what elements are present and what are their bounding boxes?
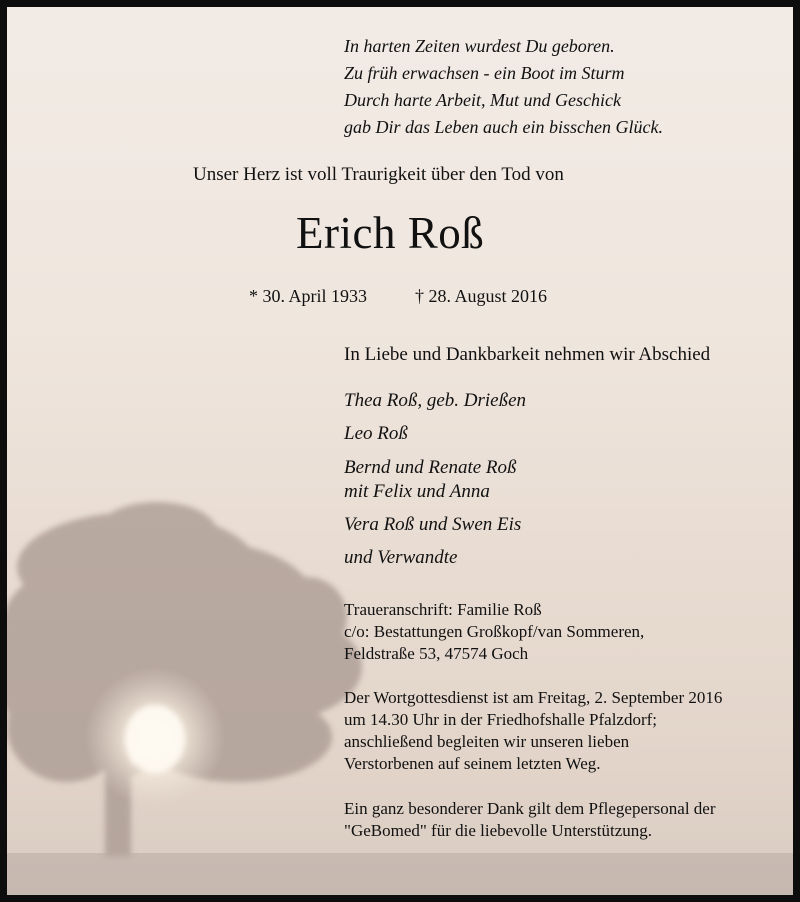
intro-text: Unser Herz ist voll Traurigkeit über den Tod von — [193, 164, 564, 185]
family-member: Leo Roß — [344, 423, 408, 444]
address-line: Feldstraße 53, 47574 Goch — [344, 644, 529, 663]
mourning-address — [344, 599, 644, 665]
ground — [7, 853, 793, 895]
service-line: anschließend begleiten wir unseren lieben — [344, 732, 630, 751]
poem-line: Durch harte Arbeit, Mut und Geschick — [344, 90, 621, 110]
poem-line: gab Dir das Leben auch ein bisschen Glück. — [344, 117, 663, 137]
poem-line: In harten Zeiten wurdest Du geboren. — [344, 36, 615, 56]
poem-line: Zu früh erwachsen - ein Boot im Sturm — [344, 63, 625, 83]
deceased-name: Erich Roß — [296, 208, 485, 258]
service-info — [344, 687, 722, 775]
address-line: c/o: Bestattungen Großkopf/van Sommeren, — [344, 622, 645, 641]
address-line: Traueranschrift: Familie Roß — [344, 600, 542, 619]
family-member: Vera Roß und Swen Eis — [344, 514, 522, 535]
farewell-text: In Liebe und Dankbarkeit nehmen wir Abschied — [344, 344, 711, 365]
service-line: Der Wortgottesdienst ist am Freitag, 2. September 2016 — [344, 688, 723, 707]
thanks-line: Ein ganz besonderer Dank gilt dem Pflegepersonal der — [344, 799, 716, 818]
family-member: und Verwandte — [344, 547, 458, 568]
family-member: mit Felix und Anna — [344, 481, 490, 502]
birth-date: * 30. April 1933 — [249, 286, 368, 306]
poem — [344, 33, 663, 141]
service-line: Verstorbenen auf seinem letzten Weg. — [344, 754, 601, 773]
family-member: Thea Roß, geb. Drießen — [344, 390, 527, 411]
service-line: um 14.30 Uhr in der Friedhofshalle Pfalzdorf; — [344, 710, 658, 729]
death-date: † 28. August 2016 — [415, 286, 548, 306]
thanks-note — [344, 798, 716, 842]
family-member: Bernd und Renate Roß — [344, 457, 517, 478]
thanks-line: "GeBomed" für die liebevolle Unterstützung. — [344, 821, 652, 840]
